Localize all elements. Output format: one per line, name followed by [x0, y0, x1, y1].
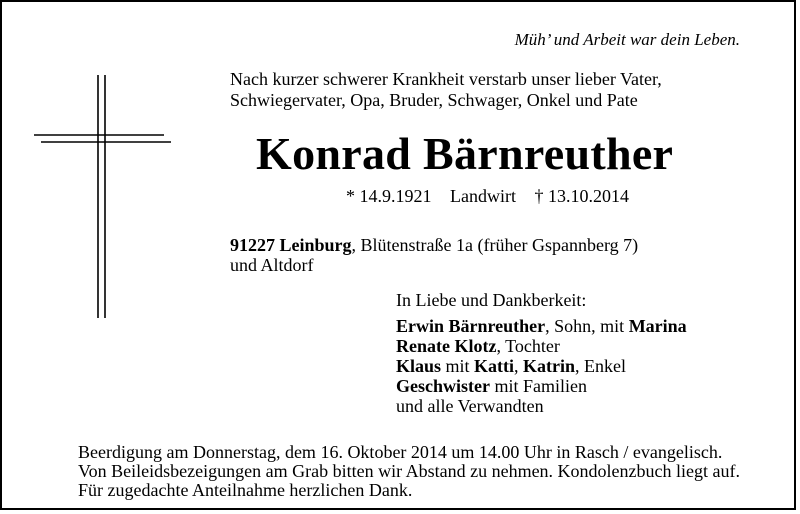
mourner-name: Marina — [628, 316, 687, 336]
death-date: † 13.10.2014 — [534, 186, 629, 206]
intro-line-2: Schwiegervater, Opa, Bruder, Schwager, Onkel und Pate — [230, 90, 638, 110]
intro-text — [230, 69, 662, 111]
deceased-name: Konrad Bärnreuther — [256, 128, 674, 179]
street: , Blütenstraße 1a (früher Gspannberg 7) — [351, 235, 639, 255]
life-dates — [346, 186, 643, 207]
mourner-name: Katti — [474, 356, 515, 376]
mourners — [396, 290, 687, 416]
mourner-row: und alle Verwandten — [396, 396, 544, 416]
funeral-info — [78, 443, 740, 500]
mourner-name: Erwin Bärnreuther — [396, 316, 546, 336]
postal-city: 91227 Leinburg — [230, 235, 352, 255]
motto: Müh’ und Arbeit war dein Leben. — [514, 30, 740, 49]
intro-line-1: Nach kurzer schwerer Krankheit verstarb unser lieber Vater, — [230, 69, 662, 89]
mourners-heading: In Liebe und Dankberkeit: — [396, 290, 587, 310]
mourner-relation: , Enkel — [575, 356, 627, 376]
mourner-row — [396, 356, 687, 376]
mourner-name: Geschwister — [396, 376, 490, 396]
occupation: Landwirt — [450, 186, 516, 206]
footer-line-1: Beerdigung am Donnerstag, dem 16. Oktober 2014 um 14.00 Uhr in Rasch / evangelisch. — [78, 442, 723, 462]
mourner-name: Klaus — [396, 356, 442, 376]
footer-line-3: Für zugedachte Anteilnahme herzlichen Dank. — [78, 480, 413, 500]
mourner-row — [396, 336, 687, 356]
mourner-relation: , — [514, 356, 524, 376]
address-line-2: und Altdorf — [230, 255, 314, 275]
footer-line-2: Von Beileidsbezeigungen am Grab bitten wir Abstand zu nehmen. Kondolenzbuch liegt auf. — [78, 461, 741, 481]
birth-date: * 14.9.1921 — [346, 186, 432, 206]
mourner-relation: mit — [441, 356, 475, 376]
mourner-relation: , Sohn, mit — [545, 316, 629, 336]
address-line-1 — [230, 235, 638, 255]
mourner-relation: , Tochter — [496, 336, 560, 356]
cross-icon — [2, 2, 202, 322]
mourner-name: Katrin — [523, 356, 576, 376]
mourner-row — [396, 376, 687, 396]
mourner-name: Renate Klotz — [396, 336, 497, 356]
mourner-row — [396, 316, 687, 336]
address — [230, 235, 638, 275]
mourner-relation: mit Familien — [489, 376, 587, 396]
